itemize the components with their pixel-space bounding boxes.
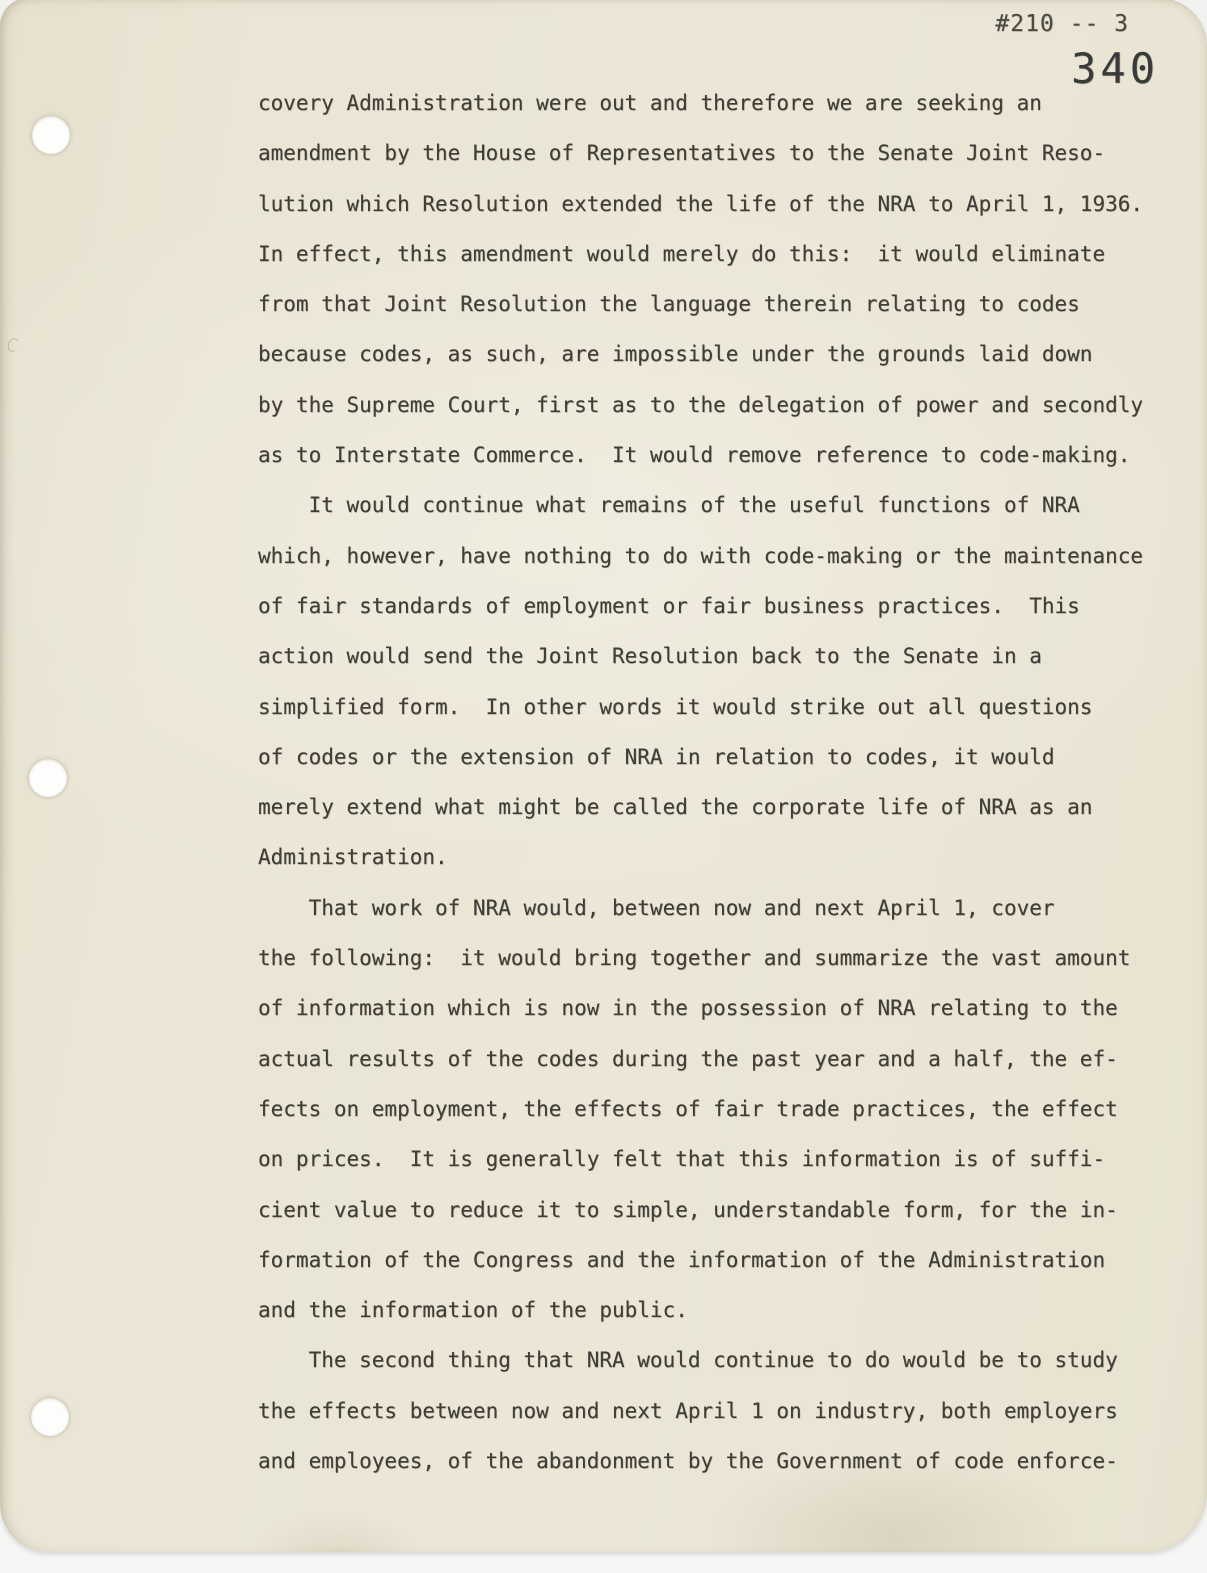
typed-line: formation of the Congress and the information of the Administration <box>258 1247 1106 1272</box>
punch-hole-bottom <box>31 1398 69 1436</box>
typed-line: by the Supreme Court, first as to the delegation of power and secondly <box>258 392 1144 417</box>
typed-line: and employees, of the abandonment by the Government of code enforce- <box>258 1449 1118 1474</box>
typed-line: The second thing that NRA would continue to do would be to study <box>258 1348 1118 1373</box>
typed-line: of information which is now in the possession of NRA relating to the <box>258 996 1118 1021</box>
typed-line: merely extend what might be called the corporate life of NRA as an <box>258 795 1093 820</box>
typed-line: on prices. It is generally felt that this information is of suffi- <box>258 1147 1106 1172</box>
typed-line: of codes or the extension of NRA in relation to codes, it would <box>258 744 1055 769</box>
typed-text-body <box>258 78 1178 1486</box>
typed-line: of fair standards of employment or fair business practices. This <box>258 593 1080 618</box>
typed-line: simplified form. In other words it would strike out all questions <box>258 694 1093 719</box>
doc-number: #210 -- 3 <box>995 11 1129 37</box>
page-number-stamp: 340 <box>1071 44 1159 93</box>
typed-line: In effect, this amendment would merely do this: it would eliminate <box>258 241 1106 266</box>
typed-line: from that Joint Resolution the language therein relating to codes <box>258 292 1080 317</box>
punch-hole-middle <box>29 759 67 797</box>
typed-line: and the information of the public. <box>258 1298 688 1323</box>
typed-line: actual results of the codes during the past year and a half, the ef- <box>258 1046 1118 1071</box>
typed-line: lution which Resolution extended the life of the NRA to April 1, 1936. <box>258 191 1144 216</box>
typed-line: Administration. <box>258 845 448 870</box>
typed-line: It would continue what remains of the useful functions of NRA <box>258 493 1080 518</box>
typed-line: because codes, as such, are impossible under the grounds laid down <box>258 342 1093 367</box>
typed-line: covery Administration were out and therefore we are seeking an <box>258 91 1042 115</box>
typed-line: cient value to reduce it to simple, understandable form, for the in- <box>258 1197 1118 1222</box>
typed-line: which, however, have nothing to do with code-making or the maintenance <box>258 543 1144 568</box>
typed-line: the following: it would bring together and summarize the vast amount <box>258 946 1131 971</box>
punch-hole-top <box>32 116 70 154</box>
typed-line: as to Interstate Commerce. It would remove reference to code-making. <box>258 443 1131 468</box>
scan-artifact-mark <box>6 337 20 354</box>
typed-line: action would send the Joint Resolution back to the Senate in a <box>258 644 1042 669</box>
typed-line: fects on employment, the effects of fair trade practices, the effect <box>258 1096 1118 1121</box>
typed-line: amendment by the House of Representatives to the Senate Joint Reso- <box>258 141 1106 166</box>
typed-line: the effects between now and next April 1 on industry, both employers <box>258 1398 1118 1423</box>
typed-line: That work of NRA would, between now and next April 1, cover <box>258 895 1055 920</box>
